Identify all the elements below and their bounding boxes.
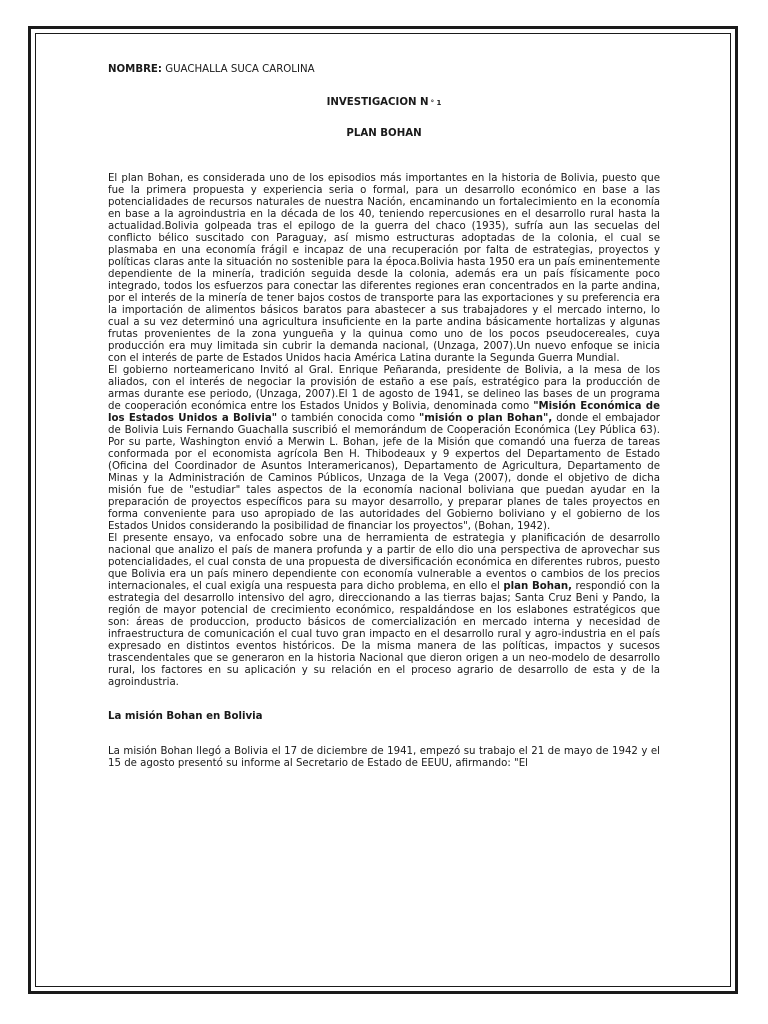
paragraph-2 xyxy=(108,365,660,533)
document-content xyxy=(108,64,660,770)
paragraph-2-part-a: El gobierno norteamericano Invitó al Gral. Enrique Peñaranda, presidente de Bolivia, a la mesa de los aliados, con el interés de negociar la provisión de estaño a ese país, estratégico para la producción de armas durante ese periodo, (Unzaga, 2007).El 1 de agosto de 1941, se delineo las bases de un programa de cooperación económica entre los Estados Unidos y Bolivia, denominada como xyxy=(108,365,660,412)
paragraph-3-bold-plan: plan Bohan, xyxy=(503,581,573,592)
investigation-heading xyxy=(108,97,660,109)
name-value: GUACHALLA SUCA CAROLINA xyxy=(161,64,315,75)
investigation-number: ° 1 xyxy=(430,99,442,107)
investigation-text: INVESTIGACION N xyxy=(326,97,429,108)
paragraph-3 xyxy=(108,533,660,689)
section-heading: La misión Bohan en Bolivia xyxy=(108,711,263,722)
paragraph-2-bold-mission: "Misión Económica de los Estados Unidos a Bolivia" xyxy=(108,401,661,424)
paragraph-2-part-d: donde el embajador de Bolivia Luis Fernando Guachalla suscribió el memorándum de Cooperación Económica (Ley Pública 63). Por su parte, Washington envió a Merwin L. Bohan, jefe de la Misión que comandó una fuerza de tareas conformada por el economista agrícola Ben H. Thibodeaux y 9 expertos del Departamento de Estado (Oficina del Coordinador de Asuntos Interamericanos), Departamento de Agricultura, Departamento de Minas y la Administración de Caminos Públicos, Unzaga de la Vega (2007), donde el objetivo de dicha misión fue de "estudiar" tales aspectos de la economía nacional boliviana que puedan ayudar en la preparación de proyectos específicos para su mayor desarrollo, y preparar planes de tales proyectos en forma conveniente para uso apropiado de las autoridades del Gobierno boliviano y el gobierno de los Estados Unidos considerando la posibilidad de financiar los proyectos", (Bohan, 1942). xyxy=(108,413,660,532)
paragraph-4: La misión Bohan llegó a Bolivia el 17 de diciembre de 1941, empezó su trabajo el 21 de mayo de 1942 y el 15 de agosto presentó su informe al Secretario de Estado de EEUU, afirmando: "El xyxy=(108,746,660,769)
paragraph-3-part-c: respondió con la estrategia del desarrollo intensivo del agro, direccionando a las tierras bajas; Santa Cruz Beni y Pando, la región de mayor potencial de crecimiento económico, respaldándose en los eslabones estratégicos que son: áreas de produccion, producto básicos de comercialización en mercado interna y necesidad de infraestructura de comunicación el cual tuvo gran impacto en el desarrollo rural y agro-industria en el país expresado en distintos eventos históricos. De la misma manera de las políticas, impactos y sucesos trascendentales que se generaron en la historia Nacional que dieron origen a un neo-modelo de desarrollo rural, los factores en su aplicación y su relación en el proceso agrario de desarrollo de esta y de la agroindustria. xyxy=(108,581,660,688)
paragraph-2-part-c: o también conocida como xyxy=(277,413,419,424)
paragraph-1: El plan Bohan, es considerada uno de los episodios más importantes en la historia de Bolivia, puesto que fue la primera propuesta y experiencia seria o formal, para un desarrollo económico en base a las potencialidades de recursos naturales de nuestra Nación, encaminando un fortalecimiento en la economía en base a la agroindustria en la década de los 40, teniendo repercusiones en el desarrollo rural hasta la actualidad.Bolivia golpeada tras el epilogo de la guerra del chaco (1935), sufría aun las secuelas del conflicto bélico suscitado con Paraguay, así mismo estructuras adoptadas de la colonia, el cual se plasmaba en una economía frágil e incapaz de una recuperación por falta de estrategias, proyectos y políticas claras ante la situación no sostenible para la época.Bolivia hasta 1950 era un país eminentemente dependiente de la minería, tradición seguida desde la colonia, además era un país físicamente poco integrado, todos los esfuerzos para conectar las diferentes regiones eran concentrados en la parte andina, por el interés de la minería de tener bajos costos de transporte para las exportaciones y su preferencia era la importación de alimentos básicos baratos para abastecer a sus trabajadores y el mercado interno, lo cual a su vez determinó una agricultura insuficiente en la parte andina básicamente hortalizas y algunas frutas provenientes de la zona yungueña y la quinua como uno de los pocos pseudocereales, cuya producción era muy limitada sin cubrir la demanda nacional, (Unzaga, 2007).Un nuevo enfoque se inicia con el interés de parte de Estados Unidos hacia América Latina durante la Segunda Guerra Mundial. xyxy=(108,173,660,364)
paragraph-2-bold-plan: "misión o plan Bohan", xyxy=(418,413,553,424)
name-label: NOMBRE: xyxy=(108,64,162,75)
document-title: PLAN BOHAN xyxy=(346,128,422,139)
paragraph-3-part-a: El presente ensayo, va enfocado sobre una de herramienta de estrategia y planificación de desarrollo nacional que analizo el país de manera profunda y a partir de ello dio una perspectiva de aprovechar sus potencialidades, el cual consta de una propuesta de diversificación económica en diferentes rubros, puesto que Bolivia era un país minero dependiente con economía vulnerable a eventos o cambios de los precios internacionales, el cual exigía una respuesta para dicho problema, en ello el xyxy=(108,533,660,592)
student-name-line xyxy=(108,64,660,76)
